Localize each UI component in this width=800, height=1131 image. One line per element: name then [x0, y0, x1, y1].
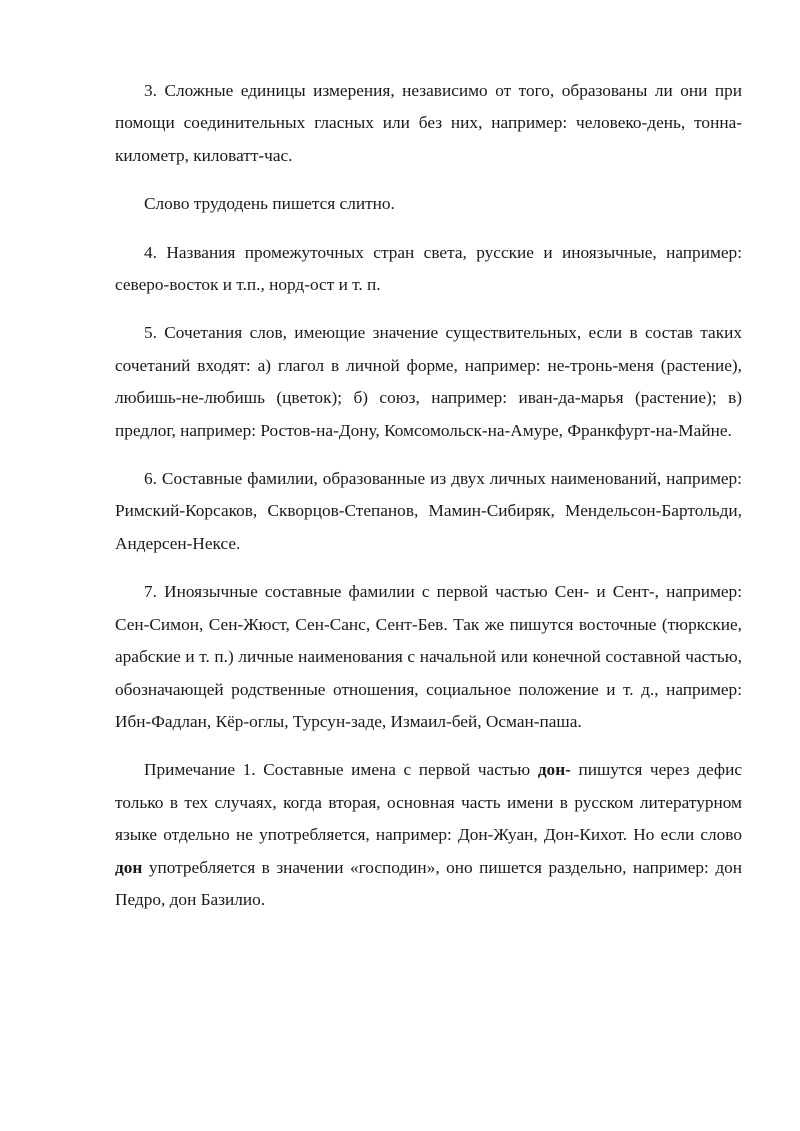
paragraph-compound-surnames: 6. Составные фамилии, образованные из двух личных наименований, например: Римский-Корсаков, Скворцов-Степанов, Мамин-Сибиряк, Мендельсон-Бартольди, Андерсен-Нексе. — [115, 469, 742, 553]
paragraph-trudoden: Слово трудодень пишется слитно. — [144, 194, 395, 214]
paragraph-compound-units: 3. Сложные единицы измерения, независимо от того, образованы ли они при помощи соединительных гласных или без них, например: человеко-день, тонна-километр, киловатт-час. — [115, 81, 742, 165]
note-bold-don: дон — [115, 857, 143, 877]
paragraph-cardinal-directions: 4. Названия промежуточных стран света, русские и иноязычные, например: северо-восток и т.п., норд-ост и т. п. — [115, 242, 742, 295]
paragraph-word-combinations: 5. Сочетания слов, имеющие значение существительных, если в состав таких сочетаний входят: а) глагол в личной форме, например: не-тронь-меня (растение), любишь-не-любишь (цветок); б) союз, например: иван-да-марья (растение); в) предлог, например: Ростов-на-Дону, Комсомольск-на-Амуре, Франкфурт-на-Майне. — [115, 323, 742, 440]
paragraph-note-1 — [115, 754, 742, 916]
note-text-3: употребляется в значении «господин», оно пишется раздельно, например: дон Педро, дон Базилио. — [115, 857, 742, 909]
note-bold-don-prefix: дон- — [537, 760, 571, 780]
document-page — [115, 75, 742, 932]
note-text-2: пишутся через дефис только в тех случаях, когда вторая, основная часть имени в русском литературном языке отдельно не употребляется, например: Дон-Жуан, Дон-Кихот. Но если слово — [115, 760, 742, 845]
paragraph-foreign-surnames: 7. Иноязычные составные фамилии с первой частью Сен- и Сент-, например: Сен-Симон, Сен-Жюст, Сен-Санс, Сент-Бев. Так же пишутся восточные (тюркские, арабские и т. п.) личные наименования с начальной или конечной составной частью, обозначающей родственные отношения, социальное положение и т. д., например: Ибн-Фадлан, Кёр-оглы, Турсун-заде, Измаил-бей, Осман-паша. — [115, 582, 742, 731]
note-text-1: Примечание 1. Составные имена с первой частью — [144, 760, 538, 780]
